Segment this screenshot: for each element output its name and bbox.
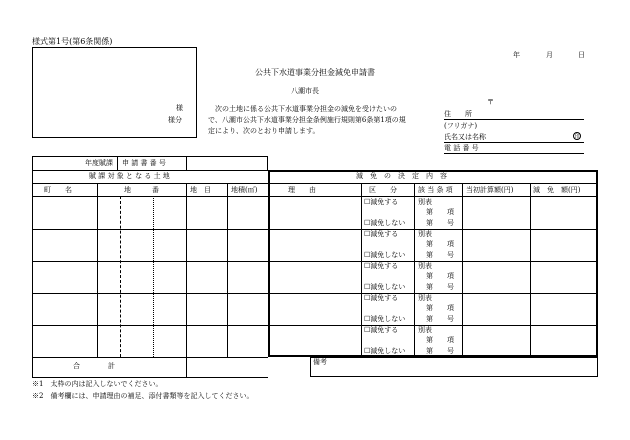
clause-table: 別表 <box>418 262 432 270</box>
table-border <box>32 183 268 184</box>
col-reason: 理 由 <box>288 186 316 194</box>
address-line <box>444 119 584 120</box>
land-section-title: 賦 課 対 象 と な る 土 地 <box>89 172 170 180</box>
honorific-2: 様分 <box>168 116 182 124</box>
not-exempt-checkbox[interactable]: ☐減免しない <box>364 283 406 291</box>
date-day: 日 <box>578 51 585 59</box>
clause-table: 別表 <box>418 294 432 302</box>
table-border <box>32 196 268 197</box>
clause-table: 別表 <box>418 230 432 238</box>
col-category: 区 分 <box>369 186 397 194</box>
fiscal-year-label: 年度賦課 <box>85 159 113 167</box>
note-2: ※2 備考欄には、申請理由の補足、添付書類等を記入してください。 <box>32 392 254 400</box>
table-row-border <box>32 261 268 262</box>
phone-label: 電 話 番 号 <box>444 144 479 152</box>
total-label: 合 計 <box>73 362 115 370</box>
table-row-border <box>268 293 598 294</box>
col-clause: 該 当 条 項 <box>418 186 453 194</box>
clause-item: 第 項 <box>426 336 454 344</box>
table-row-border <box>268 261 598 262</box>
exempt-checkbox[interactable]: ☐減免する <box>364 326 399 334</box>
table-border <box>120 196 121 357</box>
clause-item: 第 項 <box>426 272 454 280</box>
table-border <box>32 170 268 171</box>
table-border <box>186 183 187 377</box>
table-border <box>32 377 268 378</box>
addressee: 八潮市長 <box>291 87 319 95</box>
table-row-border <box>32 325 268 326</box>
clause-item: 第 項 <box>426 240 454 248</box>
table-row-border <box>268 325 598 326</box>
clause-item: 第 項 <box>426 304 454 312</box>
table-border <box>268 196 598 197</box>
phone-line <box>444 153 584 154</box>
table-border <box>227 183 228 357</box>
note-1: ※1 太枠の内は記入しないでください。 <box>32 380 163 388</box>
exempt-checkbox[interactable]: ☐減免する <box>364 294 399 302</box>
request-text-line-2: で、八潮市公共下水道事業分担金条例施行規則第6条第1項の規 <box>208 116 406 124</box>
date-year: 年 <box>513 51 520 59</box>
clause-number: 第 号 <box>426 315 454 323</box>
col-initial-amount: 当初計算額(円) <box>466 186 514 194</box>
clause-item: 第 項 <box>426 208 454 216</box>
exempt-checkbox[interactable]: ☐減免する <box>364 230 399 238</box>
clause-number: 第 号 <box>426 283 454 291</box>
exempt-checkbox[interactable]: ☐減免する <box>364 198 399 206</box>
address-label: 住 所 <box>444 110 472 118</box>
table-row-border <box>32 293 268 294</box>
honorific-1: 様 <box>176 104 183 112</box>
col-land-type: 地 目 <box>190 186 211 194</box>
name-label: 氏名又は名称 <box>444 133 486 141</box>
clause-table: 別表 <box>418 198 432 206</box>
remarks-box <box>310 357 598 377</box>
table-border <box>186 156 187 170</box>
table-border <box>414 183 415 357</box>
seal-mark: 印 <box>574 134 580 140</box>
receipt-stamp-box <box>32 47 197 138</box>
not-exempt-checkbox[interactable]: ☐減免しない <box>364 315 406 323</box>
remarks-label: 備考 <box>313 358 327 366</box>
col-reduction-amount: 減 免 額(円) <box>533 186 581 194</box>
clause-number: 第 号 <box>426 251 454 259</box>
name-line <box>444 142 584 143</box>
table-border <box>32 156 267 157</box>
table-border <box>32 156 33 377</box>
table-border <box>361 183 362 357</box>
postal-mark: 〒 <box>487 98 494 106</box>
table-border <box>97 183 98 357</box>
clause-table: 別表 <box>418 326 432 334</box>
furigana-label: (フリガナ) <box>444 122 478 130</box>
clause-number: 第 号 <box>426 347 454 355</box>
decision-section-title: 減 免 の 決 定 内 容 <box>356 172 447 180</box>
clause-number: 第 号 <box>426 219 454 227</box>
col-area: 地積(㎡) <box>231 186 258 194</box>
not-exempt-checkbox[interactable]: ☐減免しない <box>364 251 406 259</box>
table-border <box>117 156 118 170</box>
table-row-border <box>32 357 268 358</box>
table-border <box>530 183 531 357</box>
exempt-checkbox[interactable]: ☐減免する <box>364 262 399 270</box>
page-title: 公共下水道事業分担金減免申請書 <box>255 68 375 77</box>
col-town: 町 名 <box>44 186 72 194</box>
application-no-label: 申 請 書 番 号 <box>122 159 166 167</box>
request-text-line-3: 定により、次のとおり申請します。 <box>208 127 320 135</box>
table-row-border <box>32 229 268 230</box>
table-border <box>267 156 268 170</box>
form-number: 様式第1号(第6条関係) <box>32 37 113 46</box>
table-border <box>462 183 463 357</box>
not-exempt-checkbox[interactable]: ☐減免しない <box>364 219 406 227</box>
decision-table-frame <box>268 170 598 357</box>
table-row-border <box>268 229 598 230</box>
date-month: 月 <box>546 51 553 59</box>
table-border <box>268 183 598 184</box>
table-border <box>153 196 154 357</box>
col-lot-number: 地 番 <box>124 186 159 194</box>
request-text-line-1: 次の土地に係る公共下水道事業分担金の減免を受けたいの <box>215 105 397 113</box>
not-exempt-checkbox[interactable]: ☐減免しない <box>364 347 406 355</box>
